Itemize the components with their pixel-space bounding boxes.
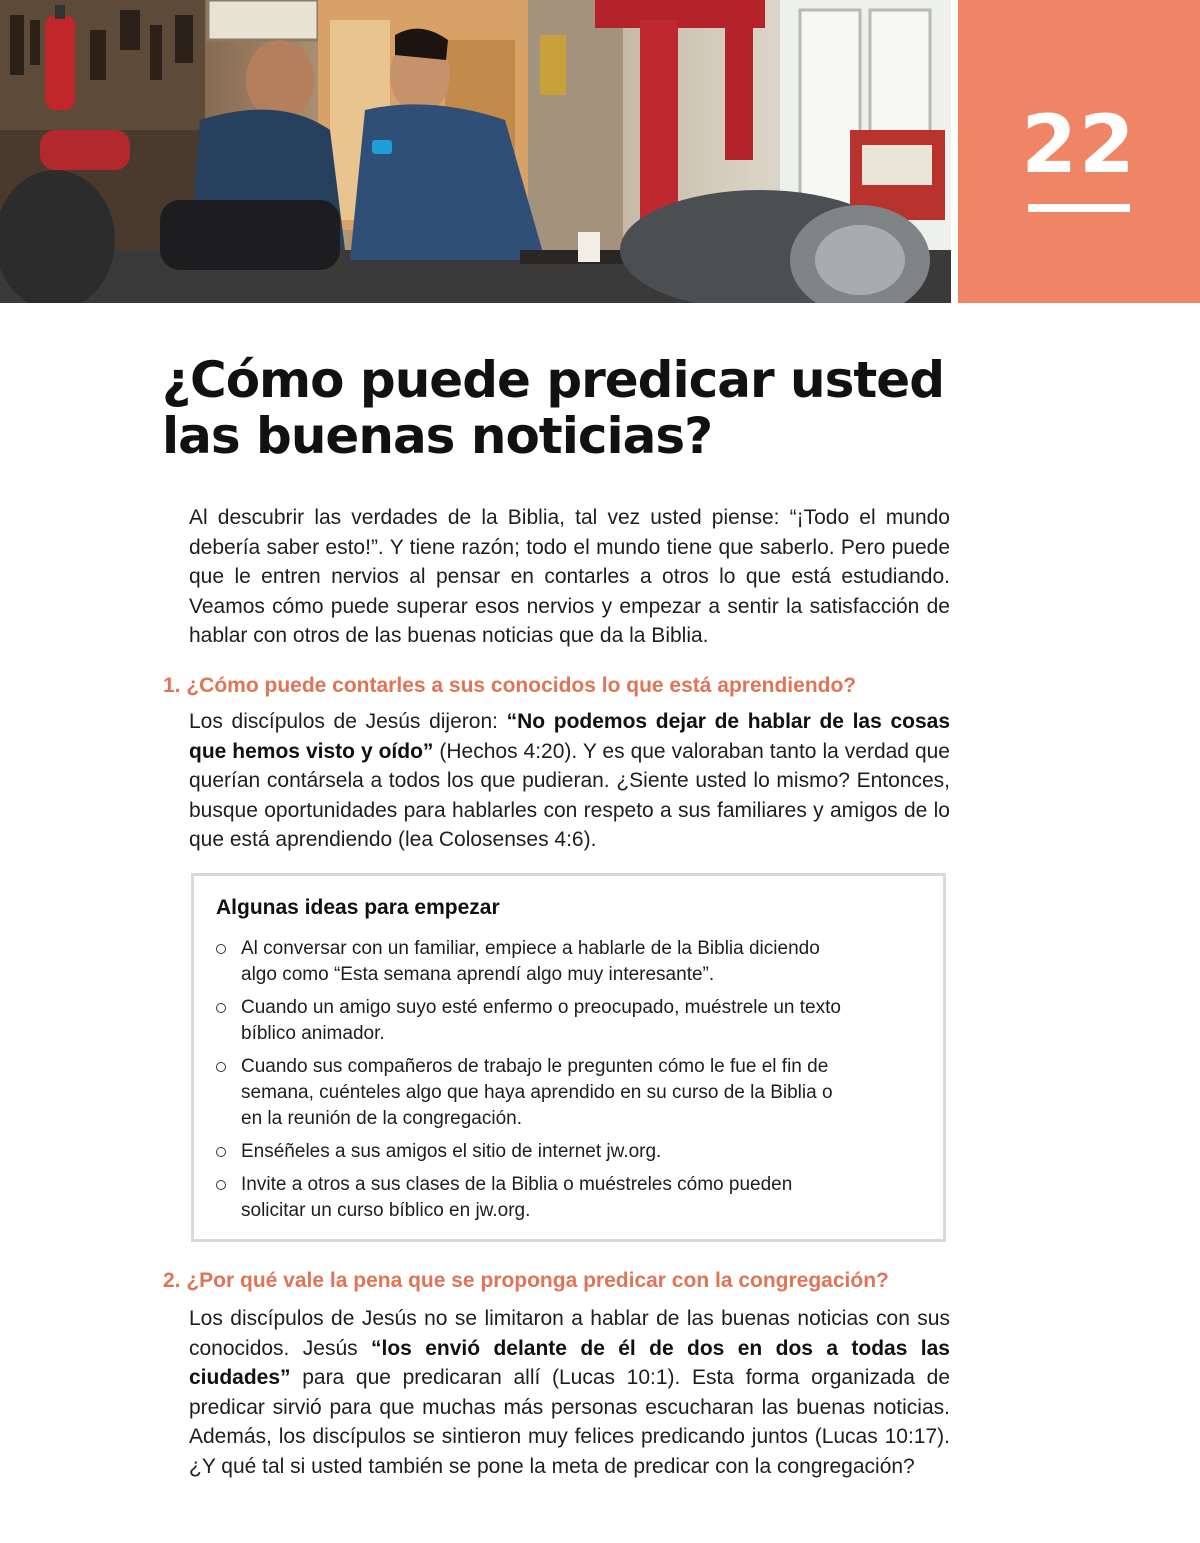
title-line-2: las buenas noticias? xyxy=(162,407,713,465)
list-item xyxy=(216,1139,856,1165)
section-1-text-after: (Hechos 4:20). Y es que valoraban tanto la verdad que querían contársela a todos los que pudieran. ¿Siente usted lo mismo? Entonces, busque oportunidades para hablarles con respeto a sus familiares y amigos de lo que está aprendiendo (lea Colosenses 4:6). xyxy=(189,739,950,852)
ideas-list xyxy=(216,936,856,1231)
bullet-icon xyxy=(216,1003,226,1013)
ideas-title: Algunas ideas para empezar xyxy=(216,896,500,919)
list-item xyxy=(216,1172,856,1224)
title-line-1: ¿Cómo puede predicar usted xyxy=(162,351,945,409)
section-2-text-after: para que predicaran allí (Lucas 10:1). Esta forma organizada de predicar sirvió para que muchas más personas escucharan las buenas noticias. Además, los discípulos se sintieron muy felices predicando juntos (Lucas 10:17). ¿Y qué tal si usted también se pone la meta de predicar con la congregación? xyxy=(189,1366,950,1478)
ideas-box xyxy=(191,873,946,1242)
list-item xyxy=(216,936,856,988)
bullet-icon xyxy=(216,1147,226,1157)
idea-text: Enséñeles a sus amigos el sitio de internet jw.org. xyxy=(241,1141,662,1162)
bullet-icon xyxy=(216,1062,226,1072)
chapter-underline xyxy=(1028,204,1130,212)
idea-text: Al conversar con un familiar, empiece a hablarle de la Biblia diciendo algo como “Esta semana aprendí algo muy interesante”. xyxy=(241,938,820,985)
idea-text: Cuando un amigo suyo esté enfermo o preocupado, muéstrele un texto bíblico animador. xyxy=(241,997,841,1044)
list-item xyxy=(216,1054,856,1132)
garage-scene-illustration xyxy=(0,0,951,303)
section-2-text-before: Los discípulos de Jesús no se limitaron a hablar de las buenas noticias con sus conocidos. Jesús xyxy=(189,1307,950,1360)
chapter-badge xyxy=(958,0,1200,303)
list-item xyxy=(216,995,856,1047)
section-1-heading: 1. ¿Cómo puede contarles a sus conocidos lo que está aprendiendo? xyxy=(163,674,857,697)
section-2-quote: “los envió delante de él de dos en dos a todas las ciudades” xyxy=(189,1336,950,1390)
idea-text: Cuando sus compañeros de trabajo le pregunten cómo le fue el fin de semana, cuénteles algo que haya aprendido en su curso de la Biblia o en la reunión de la congregación. xyxy=(241,1056,833,1129)
hero-photo xyxy=(0,0,951,303)
bullet-icon xyxy=(216,944,226,954)
chapter-number: 22 xyxy=(1021,98,1137,191)
intro-paragraph: Al descubrir las verdades de la Biblia, tal vez usted piense: “¡Todo el mundo debería saber esto!”. Y tiene razón; todo el mundo tiene que saberlo. Pero puede que le entren nervios al pensar en contarles a otros lo que está estudiando. Veamos cómo puede superar esos nervios y empezar a sentir la satisfacción de hablar con otros de las buenas noticias que da la Biblia. xyxy=(189,506,950,648)
section-1-text-before: Los discípulos de Jesús dijeron: xyxy=(189,710,507,733)
section-1-quote: “No podemos dejar de hablar de las cosas que hemos visto y oído” xyxy=(189,710,950,763)
section-2-heading: 2. ¿Por qué vale la pena que se proponga predicar con la congregación? xyxy=(163,1269,889,1292)
section-1-paragraph xyxy=(189,707,950,855)
section-2-paragraph xyxy=(189,1304,950,1482)
page-title xyxy=(162,352,962,464)
bullet-icon xyxy=(216,1180,226,1190)
idea-text: Invite a otros a sus clases de la Biblia o muéstreles cómo pueden solicitar un curso bíblico en jw.org. xyxy=(241,1174,793,1221)
